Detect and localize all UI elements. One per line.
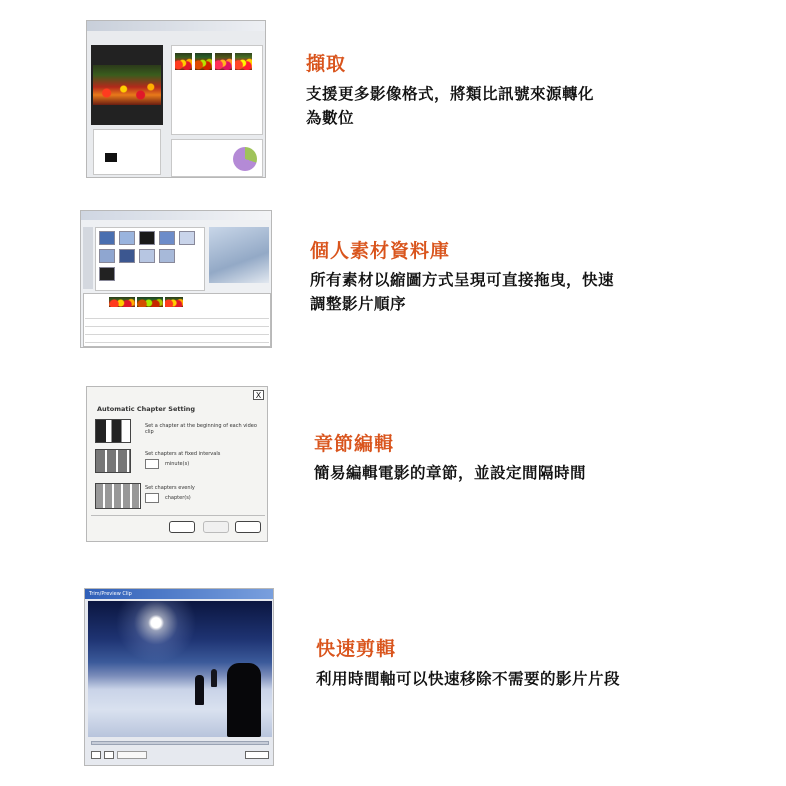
feature-title-chapter: 章節編輯	[314, 433, 395, 455]
chapter-option-1-label: Set a chapter at the beginning of each video clip	[145, 423, 257, 435]
library-item[interactable]	[159, 231, 175, 245]
player-seekbar[interactable]	[91, 741, 269, 745]
feature-desc-library-line1: 所有素材以縮圖方式呈現可直接拖曳，快速	[310, 271, 615, 289]
library-item[interactable]	[119, 231, 135, 245]
player-end-controls[interactable]	[245, 751, 269, 759]
feature-title-trim: 快速剪輯	[316, 638, 397, 660]
dialog-title: Automatic Chapter Setting	[97, 405, 196, 413]
chapter-option-3-label: Set chapters evenly	[145, 485, 195, 491]
hiker-silhouette	[227, 663, 261, 737]
feature-desc-capture-line2: 為數位	[306, 109, 355, 127]
interval-input[interactable]	[145, 459, 159, 469]
library-item[interactable]	[99, 231, 115, 245]
feature-title-capture: 擷取	[306, 53, 347, 75]
chapter-option-icon-3[interactable]	[95, 483, 141, 509]
library-item[interactable]	[139, 249, 155, 263]
interval-unit: minute(s)	[165, 461, 190, 467]
library-side-toolbar[interactable]	[83, 227, 93, 289]
app-titlebar	[81, 211, 272, 220]
player-play-button[interactable]	[91, 751, 101, 759]
hiker-silhouette	[211, 669, 217, 687]
player-timecode	[117, 751, 147, 759]
library-item[interactable]	[139, 231, 155, 245]
timeline-clip-2[interactable]	[137, 297, 163, 307]
library-item[interactable]	[99, 267, 115, 281]
capture-thumb-3[interactable]	[215, 53, 232, 70]
timeline-clip-1[interactable]	[109, 297, 135, 307]
library-item[interactable]	[99, 249, 115, 263]
hiker-silhouette	[195, 675, 204, 705]
capture-thumb-2[interactable]	[195, 53, 212, 70]
library-screenshot	[80, 210, 272, 348]
chapter-option-icon-1[interactable]	[95, 419, 131, 443]
feature-desc-chapter-line1: 簡易編輯電影的章節，並設定間隔時間	[314, 464, 587, 482]
chapter-dialog-screenshot	[86, 386, 268, 542]
timeline-track-lines	[85, 311, 269, 345]
capture-controls[interactable]	[93, 129, 161, 175]
capture-thumb-1[interactable]	[175, 53, 192, 70]
dialog-divider	[91, 515, 265, 516]
feature-title-library: 個人素材資料庫	[310, 240, 451, 262]
trim-preview-screenshot	[84, 588, 274, 766]
feature-desc-trim-line1: 利用時間軸可以快速移除不需要的影片片段	[316, 670, 621, 688]
feature-desc-capture-line1: 支援更多影像格式，將類比訊號來源轉化	[306, 85, 595, 103]
capture-video-frame	[93, 65, 161, 105]
dialog-ok-button[interactable]	[169, 521, 195, 533]
app-titlebar	[87, 21, 266, 31]
chapter-option-icon-2[interactable]	[95, 449, 131, 473]
library-preview	[209, 227, 269, 283]
dialog-disabled-button[interactable]	[203, 521, 229, 533]
chapters-unit: chapter(s)	[165, 495, 191, 501]
chapters-input[interactable]	[145, 493, 159, 503]
feature-desc-library-line2: 調整影片順序	[310, 295, 407, 313]
timeline-clip-3[interactable]	[165, 297, 183, 307]
library-item[interactable]	[179, 231, 195, 245]
player-window-title: Trim/Preview Clip	[89, 591, 132, 597]
library-item[interactable]	[119, 249, 135, 263]
player-step-button[interactable]	[104, 751, 114, 759]
capture-screenshot	[86, 20, 266, 178]
library-item[interactable]	[159, 249, 175, 263]
chapter-option-2-label: Set chapters at fixed intervals	[145, 451, 221, 457]
capture-dark-button[interactable]	[105, 153, 117, 162]
capture-thumb-4[interactable]	[235, 53, 252, 70]
dialog-close-button[interactable]: X	[253, 390, 264, 400]
dialog-cancel-button[interactable]	[235, 521, 261, 533]
disk-usage-pie-icon	[233, 147, 257, 171]
